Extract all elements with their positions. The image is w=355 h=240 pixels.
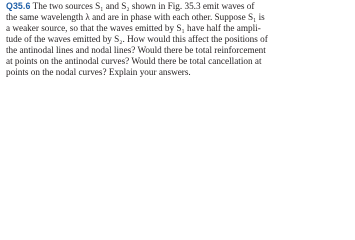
- question-text-line-3: a weaker source, so that the waves emitted by S₁ have half the ampli-: [6, 23, 261, 33]
- question-text-line-7: points on the nodal curves? Explain your answers.: [6, 67, 191, 77]
- question-text-line-4: tude of the waves emitted by S₂. How would this affect the positions of: [6, 34, 268, 44]
- question-line-1: [6, 1, 349, 12]
- question-text-line-6: at points on the antinodal curves? Would there be total cancellation at: [6, 56, 262, 66]
- question-text-line-1: The two sources S₁ and S₂ shown in Fig. 35.3 emit waves of: [32, 1, 255, 11]
- question-text-line-2: the same wavelength λ and are in phase with each other. Suppose S₁ is: [6, 12, 265, 22]
- question-number: Q35.6: [6, 1, 31, 11]
- question-block: [0, 0, 355, 101]
- question-text-line-5: the antinodal lines and nodal lines? Would there be total reinforcement: [6, 45, 266, 55]
